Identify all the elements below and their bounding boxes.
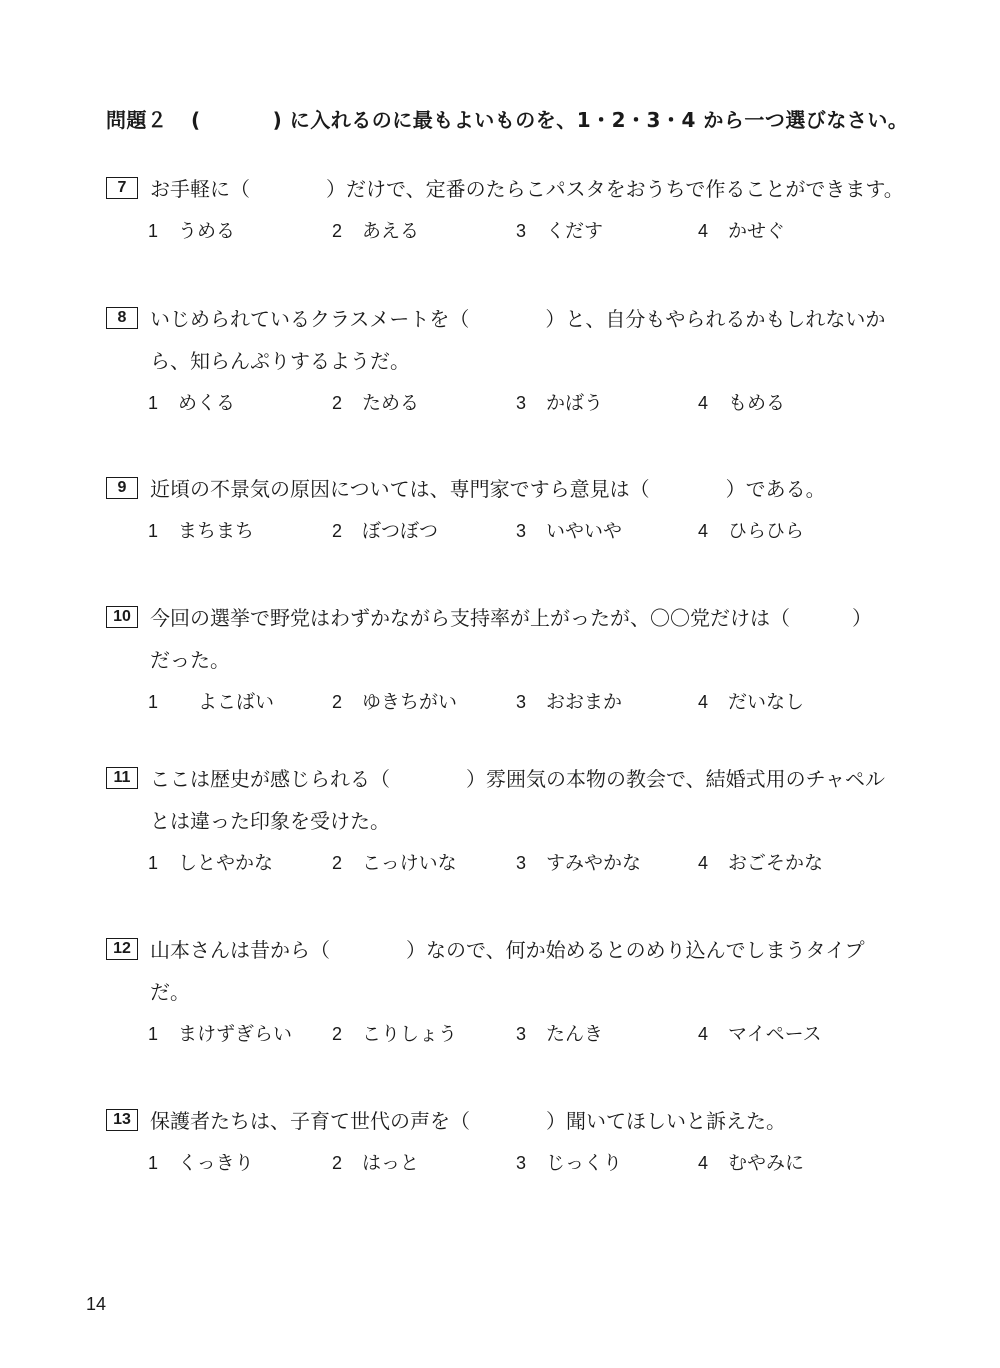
option-number: 4 [698, 1153, 709, 1173]
option-3[interactable] [516, 510, 622, 552]
option-2[interactable] [332, 1013, 457, 1055]
question-line [106, 929, 896, 971]
option-text: まけずぎらい [178, 1023, 293, 1045]
option-text: マイペース [728, 1023, 822, 1045]
option-text: もめる [728, 392, 786, 414]
option-text: はっと [362, 1152, 420, 1174]
option-text: ためる [362, 392, 420, 414]
question-text-before-blank: 保護者たちは、子育て世代の声を（ [150, 1109, 470, 1133]
option-3[interactable] [516, 382, 603, 424]
option-text: じっくり [546, 1152, 623, 1174]
question-continuation: とは違った印象を受けた。 [150, 809, 390, 833]
option-1[interactable] [148, 681, 274, 723]
instruction-open-paren: ( [190, 108, 201, 132]
option-3[interactable] [516, 681, 622, 723]
question-text [150, 468, 826, 510]
option-number: 1 [148, 1024, 159, 1044]
question-number: 13 [106, 1109, 138, 1131]
option-text: むやみに [728, 1152, 805, 1174]
option-text: いやいや [546, 520, 623, 542]
option-text: まちまち [178, 520, 255, 542]
option-number: 3 [516, 1153, 527, 1173]
option-2[interactable] [332, 510, 438, 552]
option-number: 2 [332, 1153, 343, 1173]
question-text [150, 1100, 786, 1142]
option-text: くっきり [178, 1152, 254, 1174]
options-row [106, 382, 896, 424]
question-text-after-blank: ）だけで、定番のたらこパスタをおうちで作ることができます。 [326, 177, 904, 201]
question-text-before-blank: ここは歴史が感じられる（ [150, 767, 390, 791]
question-text-before-blank: 近頃の不景気の原因については、専門家ですら意見は（ [150, 477, 650, 501]
option-number: 4 [698, 1024, 709, 1044]
option-4[interactable] [698, 681, 804, 723]
question-12 [106, 929, 896, 1055]
question-line [106, 597, 896, 639]
option-2[interactable] [332, 842, 457, 884]
option-text: くだす [546, 220, 604, 242]
options-row [106, 1013, 896, 1055]
option-number: 1 [148, 692, 159, 712]
option-4[interactable] [698, 510, 804, 552]
option-text: だいなし [728, 691, 805, 713]
option-text: かせぐ [728, 220, 786, 242]
question-line [106, 758, 896, 800]
option-3[interactable] [516, 210, 603, 252]
option-number: 3 [516, 393, 527, 413]
question-number: 8 [106, 307, 138, 329]
option-number: 4 [698, 393, 709, 413]
option-text: あえる [362, 220, 420, 242]
option-number: 3 [516, 521, 527, 541]
question-text-before-blank: お手軽に（ [150, 177, 250, 201]
question-10 [106, 597, 896, 723]
option-number: 3 [516, 1024, 527, 1044]
question-number: 11 [106, 767, 138, 789]
option-text: おおまか [546, 691, 623, 713]
question-number: 9 [106, 477, 138, 499]
question-number: 12 [106, 938, 138, 960]
option-number: 4 [698, 692, 709, 712]
question-text [150, 298, 885, 340]
question-text-before-blank: 今回の選挙で野党はわずかながら支持率が上がったが、〇〇党だけは（ [150, 606, 790, 630]
question-text [150, 168, 904, 210]
option-number: 1 [148, 521, 159, 541]
question-number: 10 [106, 606, 138, 628]
option-number: 2 [332, 521, 343, 541]
option-number: 4 [698, 521, 709, 541]
option-1[interactable] [148, 210, 235, 252]
option-number: 3 [516, 853, 527, 873]
question-13 [106, 1100, 896, 1184]
option-number: 2 [332, 692, 343, 712]
option-number: 2 [332, 221, 343, 241]
option-text: こっけいな [362, 852, 457, 874]
instruction-close-paren: ) [272, 108, 283, 132]
option-1[interactable] [148, 1142, 254, 1184]
option-1[interactable] [148, 382, 235, 424]
option-number: 1 [148, 853, 159, 873]
question-text [150, 929, 865, 971]
option-text: すみやかな [546, 852, 642, 874]
option-text: ひらひら [728, 520, 805, 542]
option-3[interactable] [516, 1013, 603, 1055]
option-number: 4 [698, 853, 709, 873]
option-1[interactable] [148, 1013, 292, 1055]
options-row [106, 681, 896, 723]
option-number: 3 [516, 692, 527, 712]
options-row [106, 842, 896, 884]
option-text: かばう [546, 392, 604, 414]
option-number: 2 [332, 1024, 343, 1044]
question-11 [106, 758, 896, 884]
option-text: ぼつぼつ [362, 520, 439, 542]
question-text-after-blank: ） [852, 606, 872, 630]
question-text-after-blank: ）雰囲気の本物の教会で、結婚式用のチャペル [466, 767, 885, 791]
option-number: 3 [516, 221, 527, 241]
option-text: うめる [178, 220, 236, 242]
question-line [106, 298, 896, 340]
question-text-before-blank: いじめられているクラスメートを（ [150, 307, 470, 331]
question-line [106, 1100, 896, 1142]
option-text: めくる [178, 392, 236, 414]
option-1[interactable] [148, 510, 254, 552]
option-number: 1 [148, 1153, 159, 1173]
option-number: 2 [332, 853, 343, 873]
option-text: しとやかな [178, 852, 274, 874]
question-text [150, 597, 872, 639]
option-number: 2 [332, 393, 343, 413]
option-2[interactable] [332, 210, 419, 252]
question-text-after-blank: ）である。 [725, 477, 826, 501]
option-number: 4 [698, 221, 709, 241]
option-2[interactable] [332, 681, 457, 723]
question-text-before-blank: 山本さんは昔から（ [150, 938, 330, 962]
question-8 [106, 298, 896, 424]
instruction [106, 104, 908, 133]
question-text-after-blank: ）聞いてほしいと訴えた。 [546, 1109, 786, 1133]
options-row [106, 210, 896, 252]
question-7 [106, 168, 904, 252]
option-text: よこばい [198, 691, 275, 713]
option-number: 1 [148, 221, 159, 241]
option-4[interactable] [698, 1013, 822, 1055]
question-continuation: だった。 [150, 648, 230, 672]
option-text: こりしょう [362, 1023, 458, 1045]
option-text: ゆきちがい [362, 691, 458, 713]
question-9 [106, 468, 896, 552]
option-4[interactable] [698, 210, 785, 252]
page-number: 14 [86, 1294, 107, 1314]
option-2[interactable] [332, 382, 419, 424]
option-text: たんき [546, 1023, 604, 1045]
options-row [106, 1142, 896, 1184]
question-text-after-blank: ）なので、何か始めるとのめり込んでしまうタイプ [406, 938, 865, 962]
question-text-after-blank: ）と、自分もやられるかもしれないか [545, 307, 886, 331]
option-1[interactable] [148, 842, 273, 884]
option-4[interactable] [698, 1142, 804, 1184]
question-text [150, 758, 885, 800]
question-line [106, 468, 896, 510]
option-3[interactable] [516, 1142, 622, 1184]
option-3[interactable] [516, 842, 641, 884]
question-number: 7 [106, 177, 138, 199]
option-2[interactable] [332, 1142, 419, 1184]
option-4[interactable] [698, 382, 785, 424]
problem-label: 問題２ [106, 108, 168, 132]
option-4[interactable] [698, 842, 823, 884]
question-continuation: だ。 [150, 980, 190, 1004]
question-continuation: ら、知らんぷりするようだ。 [150, 349, 410, 373]
question-line [106, 168, 904, 210]
instruction-text: に入れるのに最もよいものを、1・2・3・4 から一つ選びなさい。 [289, 108, 909, 132]
options-row [106, 510, 896, 552]
option-text: おごそかな [728, 852, 824, 874]
option-number: 1 [148, 393, 159, 413]
